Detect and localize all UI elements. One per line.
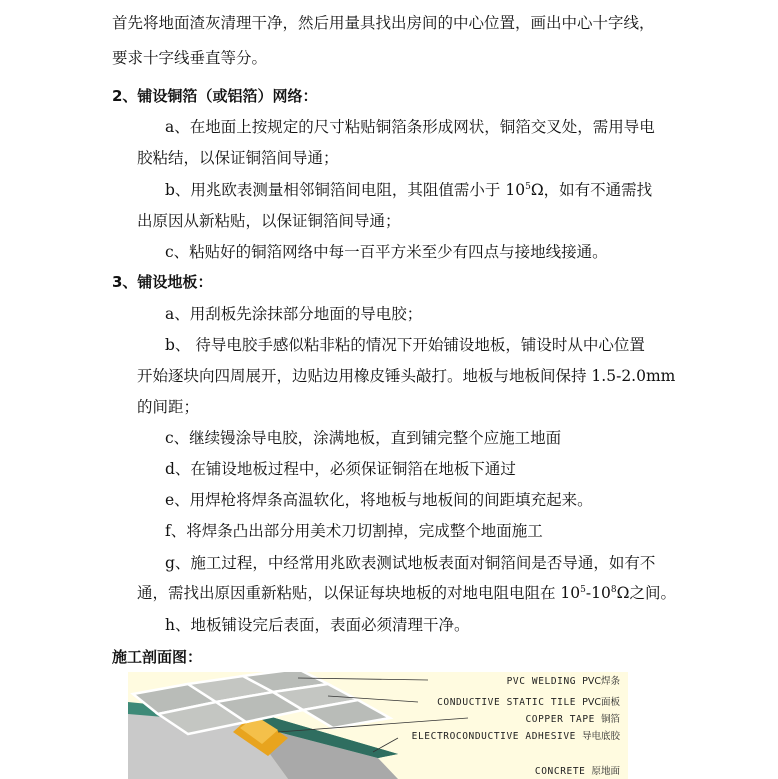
s2-b-exponent: 5 xyxy=(525,182,531,192)
s3-f-line-1: f、将焊条凸出部分用美术刀切割掉，完成整个地面施工 xyxy=(165,522,543,540)
intro-line-2: 要求十字线垂直等分。 xyxy=(112,49,268,67)
label-static-tile xyxy=(437,697,620,709)
intro-line-1: 首先将地面渣灰清理干净，然后用量具找出房间的中心位置，画出中心十字线， xyxy=(112,14,655,32)
s2-c-line-1: c、粘贴好的铜箔网络中每一百平方米至少有四点与接地线接通。 xyxy=(165,243,608,261)
label-adhesive-en: ELECTROCONDUCTIVE ADHESIVE xyxy=(411,731,576,742)
label-pvc-welding-cn: PVC焊条 xyxy=(582,676,620,687)
s3-e-line-1: e、用焊枪将焊条高温软化，将地板与地板间的间距填充起来。 xyxy=(165,491,593,509)
label-copper-tape-cn: 铜箔 xyxy=(600,714,620,725)
s2-b-line-1-pre: b、用兆欧表测量相邻铜箔间电阻，其阻值需小于 10 xyxy=(165,181,526,199)
label-static-tile-cn: PVC面板 xyxy=(582,697,620,708)
label-static-tile-en: CONDUCTIVE STATIC TILE xyxy=(437,697,577,708)
s3-g-exponent-1: 5 xyxy=(580,585,586,595)
s2-b-line-1-post: Ω，如有不通需找 xyxy=(530,181,653,199)
section-2-title: 2、铺设铜箔（或铝箔）网络： xyxy=(112,87,318,105)
s3-g-line-2-post: Ω之间。 xyxy=(616,584,676,602)
s3-g-line-2-pre: 通，需找出原因重新粘贴，以保证每块地板的对地电阻电阻在 10 xyxy=(137,584,581,602)
label-copper-tape-en: COPPER TAPE xyxy=(525,714,595,725)
s2-b-line-1 xyxy=(165,180,652,200)
label-adhesive xyxy=(412,731,620,743)
s3-h-line-1: h、地板铺设完后表面，表面必须清理干净。 xyxy=(165,616,470,634)
label-concrete-cn: 原地面 xyxy=(591,766,620,777)
s2-b-line-2: 出原因从新粘贴，以保证铜箔间导通； xyxy=(137,212,401,230)
label-concrete xyxy=(535,766,620,778)
section-3-title: 3、铺设地板： xyxy=(112,273,213,291)
s3-b-line-3: 的间距； xyxy=(137,398,200,416)
s2-a-line-1: a、在地面上按规定的尺寸粘贴铜箔条形成网状，铜箔交叉处，需用导电 xyxy=(165,118,655,136)
cross-section-diagram xyxy=(128,672,628,779)
label-copper-tape xyxy=(525,714,620,726)
label-adhesive-cn: 导电底胶 xyxy=(581,731,620,742)
label-pvc-welding-en: PVC WELDING xyxy=(506,676,577,687)
s3-d-line-1: d、在铺设地板过程中，必须保证铜箔在地板下通过 xyxy=(165,460,516,478)
s3-g-line-2-mid: -10 xyxy=(585,584,611,602)
diagram-title: 施工剖面图： xyxy=(112,648,203,666)
s3-a-line-1: a、用刮板先涂抹部分地面的导电胶； xyxy=(165,305,423,323)
s3-g-exponent-2: 8 xyxy=(610,585,617,595)
s2-a-line-2: 胶粘结，以保证铜箔间导通； xyxy=(137,149,339,167)
label-concrete-en: CONCRETE xyxy=(534,766,586,777)
s3-g-line-2 xyxy=(137,583,676,603)
s3-b-line-2: 开始逐块向四周展开，边贴边用橡皮锤头敲打。地板与地板间保持 1.5-2.0mm xyxy=(137,367,676,385)
s3-g-line-1: g、施工过程，中经常用兆欧表测试地板表面对铜箔间是否导通，如有不 xyxy=(165,554,656,572)
s3-c-line-1: c、继续镘涂导电胶，涂满地板，直到铺完整个应施工地面 xyxy=(165,429,562,447)
s3-b-line-1: b、 待导电胶手感似粘非粘的情况下开始铺设地板，铺设时从中心位置 xyxy=(165,336,645,354)
label-pvc-welding xyxy=(507,676,620,688)
